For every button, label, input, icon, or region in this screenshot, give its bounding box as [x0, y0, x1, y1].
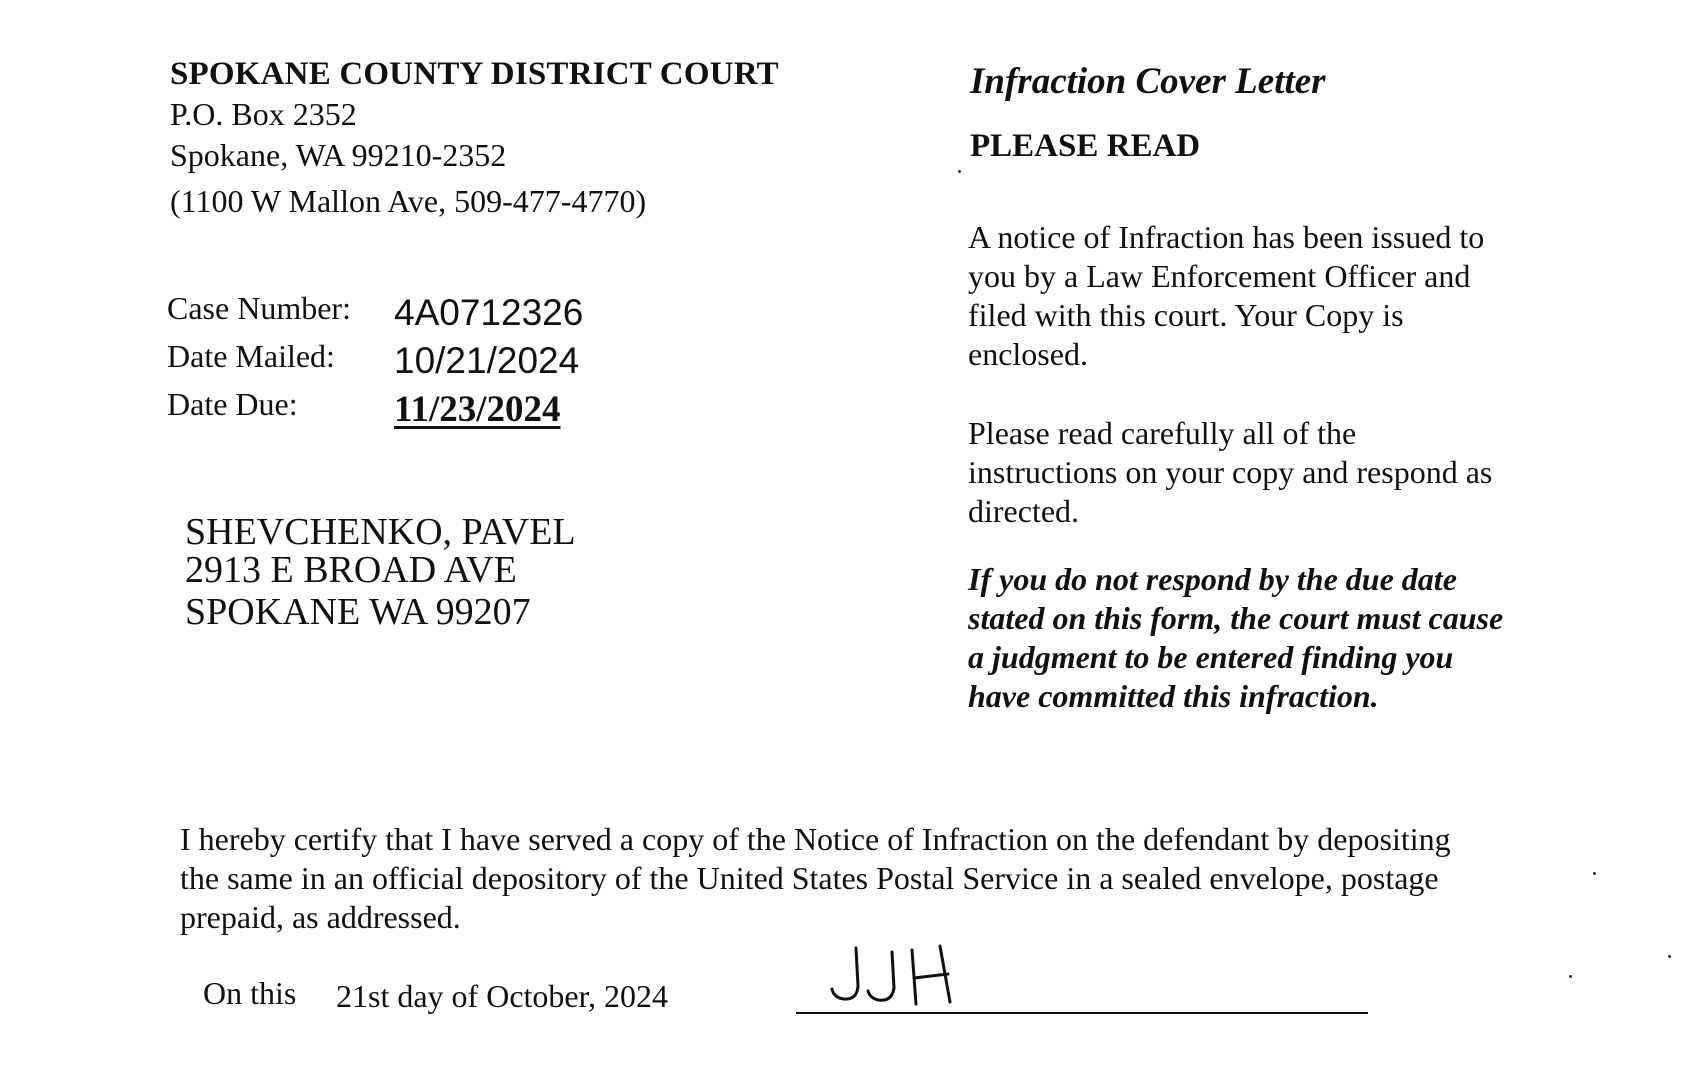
addressee-street: 2913 E BROAD AVE	[185, 549, 517, 591]
court-city-line: Spokane, WA 99210-2352	[170, 137, 507, 173]
certification-text: I hereby certify that I have served a copy of the Notice of Infraction on the defendant by depositing the same in an official depository of the United States Postal Service in a sealed envelope, postage prepaid, as addressed.	[180, 821, 1451, 935]
case-number-value: 4A0712326	[394, 292, 584, 333]
warning-paragraph: If you do not respond by the due date stated on this form, the court must cause a judgment to be entered finding you have committed this infraction.	[968, 561, 1504, 714]
court-name: SPOKANE COUNTY DISTRICT COURT	[170, 56, 779, 92]
court-street-line: (1100 W Mallon Ave, 509-477-4770)	[170, 183, 647, 219]
case-number-label: Case Number:	[167, 290, 351, 326]
on-this-label: On this	[203, 975, 297, 1011]
signature-initials	[828, 942, 968, 1008]
date-due-label: Date Due:	[167, 386, 298, 422]
court-po-box: P.O. Box 2352	[170, 96, 357, 132]
signature-line	[796, 1012, 1368, 1014]
notice-paragraph: A notice of Infraction has been issued to you by a Law Enforcement Officer and filed with this court. Your Copy is enclosed.	[968, 219, 1485, 372]
date-mailed-value: 10/21/2024	[394, 340, 580, 381]
instructions-paragraph: Please read carefully all of the instructions on your copy and respond as directed.	[968, 415, 1493, 529]
addressee-city: SPOKANE WA 99207	[185, 591, 531, 633]
scan-speck	[1668, 955, 1671, 958]
cover-letter-title: Infraction Cover Letter	[970, 61, 1326, 102]
addressee-name: SHEVCHENKO, PAVEL	[185, 511, 576, 553]
please-read-heading: PLEASE READ	[970, 128, 1201, 164]
date-mailed-label: Date Mailed:	[167, 338, 335, 374]
scan-speck	[1593, 872, 1596, 875]
date-due-value: 11/23/2024	[394, 389, 561, 430]
scan-speck	[958, 170, 961, 173]
certification-date: 21st day of October, 2024	[336, 978, 668, 1014]
scan-speck	[1569, 975, 1572, 978]
